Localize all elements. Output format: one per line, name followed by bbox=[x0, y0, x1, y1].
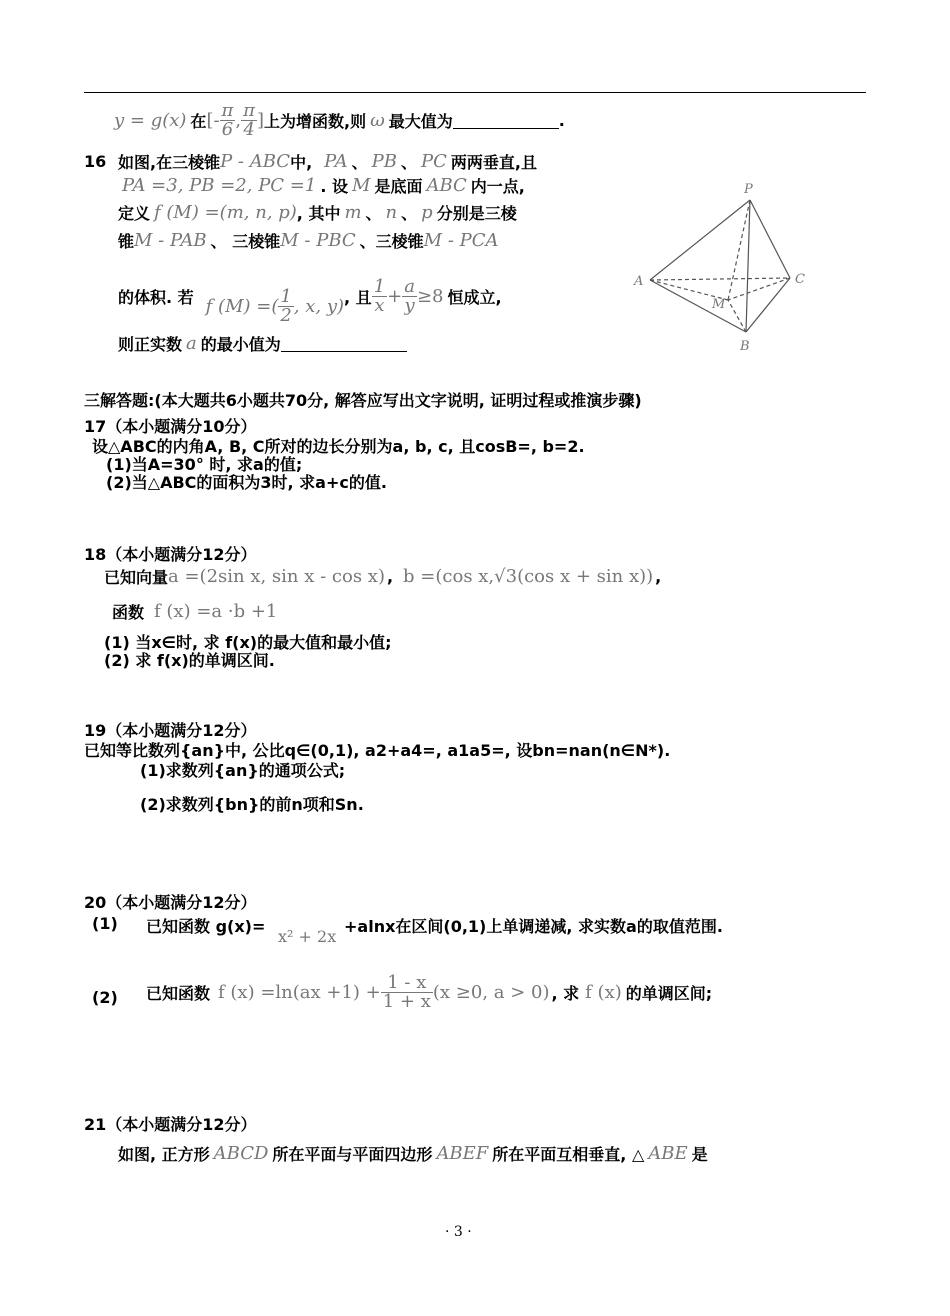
q15-omega: ω bbox=[370, 110, 385, 131]
q18-line4: (2) 求 f(x)的单调区间. bbox=[104, 651, 275, 670]
label-b: B bbox=[740, 339, 750, 354]
q20-p1-num: (1) bbox=[92, 914, 118, 933]
q20-p2-frac: $\frac{1 - x}{1 + x}$ bbox=[382, 972, 431, 1012]
q15-text2: 最大值为 bbox=[388, 112, 453, 131]
q17-line1: 设△ABC的内角A, B, C所对的边长分别为a, b, c, 且cosB=, b=2. bbox=[92, 437, 585, 456]
page-number: · 3 · bbox=[445, 1224, 472, 1240]
label-c: C bbox=[795, 272, 805, 287]
q18-line1: 已知向量 a =(2sin x, sin x - cos x) , b =(cos x, √3 (cos x + sin x)) , bbox=[104, 566, 662, 587]
q15-tail-line bbox=[114, 102, 565, 139]
q18-fx-def: f (x) =a ·b +1 bbox=[154, 601, 278, 622]
q16-line5: 的体积. 若 f (M) =( $\frac{1}{2}$ , x, y) , 且 $\frac{1}{x}$ + $\frac{a}{y}$ ≥8 恒成立, bbox=[118, 276, 502, 326]
q20-p1-den: x² + 2x bbox=[278, 927, 337, 946]
q20-p1-a: 已知函数 g(x)= bbox=[146, 917, 266, 936]
q16-frac-1x: $\frac{1}{x}$ bbox=[373, 276, 386, 316]
q15-frac1: $\frac{\pi}{6}$ bbox=[221, 100, 234, 140]
q18-sqrt: √3 bbox=[494, 566, 518, 587]
q16-half-frac: $\frac{1}{2}$ bbox=[280, 286, 292, 326]
label-p: P bbox=[744, 182, 753, 197]
q17-head: 17（本小题满分10分） bbox=[84, 417, 257, 436]
q16-line6: 则正实数 a 的最小值为 bbox=[118, 332, 407, 355]
q16-number: 16 bbox=[84, 152, 107, 171]
q20-head: 20（本小题满分12分） bbox=[84, 893, 257, 912]
q21-line1: 如图, 正方形 ABCD 所在平面与平面四边形 ABEF 所在平面互相垂直, △ ABE 是 bbox=[118, 1143, 708, 1164]
q21-head: 21（本小题满分12分） bbox=[84, 1115, 257, 1134]
q15-interval-open: [- bbox=[206, 110, 220, 131]
q18-vec-b-post: (cos x + sin x)) bbox=[517, 566, 654, 587]
q16-answer-blank bbox=[281, 335, 407, 352]
q16-line1: 如图,在三棱锥 P - ABC 中, PA 、 PB 、 PC 两两垂直,且 bbox=[118, 151, 537, 172]
q17-line2: (1)当A=30° 时, 求a的值; bbox=[106, 455, 303, 474]
q18-vec-a: a =(2sin x, sin x - cos x) bbox=[168, 566, 385, 587]
edge-pc bbox=[750, 200, 790, 278]
q20-p2-num: (2) bbox=[92, 988, 118, 1007]
q20-p1-b: +alnx在区间(0,1)上单调递减, 求实数a的取值范围. bbox=[344, 917, 723, 936]
q18-vec-b-pre: b =(cos x, bbox=[403, 566, 495, 587]
q19-line3: (2)求数列{bn}的前n项和Sn. bbox=[140, 795, 364, 814]
q18-line2: 函数 f (x) =a ·b +1 bbox=[112, 601, 278, 622]
q15-func: y = g(x) bbox=[114, 110, 187, 131]
q15-frac2: $\frac{\pi}{4}$ bbox=[243, 100, 255, 140]
section3-title: 三解答题:(本大题共6小题共70分, 解答应写出文字说明, 证明过程或推演步骤) bbox=[84, 391, 642, 410]
q18-line3: (1) 当x∈时, 求 f(x)的最大值和最小值; bbox=[104, 633, 392, 652]
q18-head: 18（本小题满分12分） bbox=[84, 545, 257, 564]
header-rule bbox=[84, 92, 866, 93]
pyramid-figure bbox=[628, 178, 818, 358]
q15-text: 上为增函数,则 bbox=[264, 112, 367, 131]
q20-p2-line: 已知函数 f (x) =ln(ax +1) + $\frac{1 - x}{1 + x}$ (x ≥0, a > 0) , 求 f (x) 的单调区间; bbox=[146, 972, 713, 1012]
q15-interval-close: ] bbox=[256, 110, 264, 131]
q15-answer-blank bbox=[453, 112, 559, 129]
q19-head: 19（本小题满分12分） bbox=[84, 721, 257, 740]
q16-line2: PA =3, PB =2, PC =1 . 设 M 是底面 ABC 内一点, bbox=[122, 175, 525, 196]
q15-comma: , bbox=[235, 110, 242, 131]
q15-pre: 在 bbox=[190, 112, 207, 131]
edge-pb bbox=[746, 200, 750, 332]
label-a: A bbox=[634, 274, 644, 289]
q16-line4: 锥 M - PAB 、 三棱锥 M - PBC 、三棱锥 M - PCA bbox=[118, 230, 499, 251]
edge-ac bbox=[650, 278, 790, 280]
q19-line2: (1)求数列{an}的通项公式; bbox=[140, 761, 346, 780]
label-m: M bbox=[712, 297, 726, 312]
q17-line3: (2)当△ABC的面积为3时, 求a+c的值. bbox=[106, 473, 387, 492]
q15-end: . bbox=[558, 111, 565, 130]
q19-line1: 已知等比数列{an}中, 公比q∈(0,1), a2+a4=, a1a5=, 设bn=nan(n∈N*). bbox=[84, 741, 671, 760]
q16-line3: 定义 f (M) =(m, n, p) , 其中 m 、 n 、 p 分别是三棱 bbox=[118, 202, 517, 223]
q16-frac-ay: $\frac{a}{y}$ bbox=[404, 276, 415, 316]
edge-pa bbox=[650, 200, 750, 280]
